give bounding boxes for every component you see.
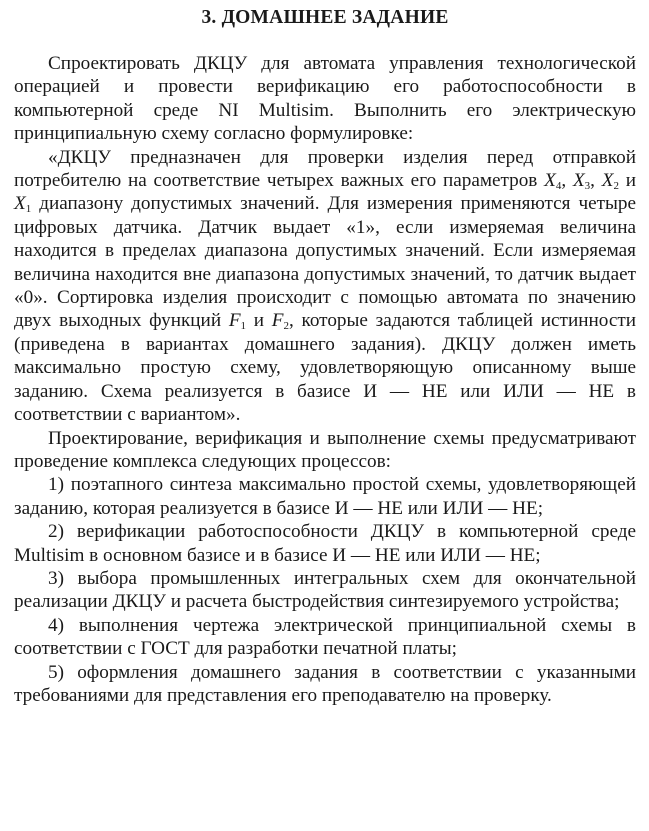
quote-text-part1: «ДКЦУ предназначен для проверки изделия перед отправкой потребителю на соответствие четырех важных его параметров xyxy=(14,146,636,192)
quote-paragraph xyxy=(14,146,636,427)
list-item-4: 4) выполнения чертежа электрической принципиальной схемы в соответствии с ГОСТ для разработки печатной платы; xyxy=(14,614,636,660)
list-item-3: 3) выбора промышленных интегральных схем для окончательной реализации ДКЦУ и расчета быстродействия синтезируемого устройства; xyxy=(14,567,636,613)
var-x3: X xyxy=(572,170,585,192)
conjunction: и xyxy=(618,170,637,192)
intro-paragraph: Спроектировать ДКЦУ для автомата управления технологической операцией и провести верификацию его работоспособности в компьютерной среде NI Multisim. Выполнить его электрическую принципиальную схему согласно формулировке: xyxy=(14,53,636,145)
design-intro-paragraph: Проектирование, верификация и выполнение схемы предусматривают проведение комплекса следующих процессов: xyxy=(14,427,636,472)
var-f2-index: 2 xyxy=(283,320,289,333)
section-heading: 3. ДОМАШНЕЕ ЗАДАНИЕ xyxy=(201,7,449,28)
var-f2: F xyxy=(271,310,284,332)
var-x1-index: 1 xyxy=(25,203,32,216)
var-x4: X xyxy=(544,170,556,192)
separator: , xyxy=(561,170,573,192)
separator: , xyxy=(590,170,602,192)
var-x2: X xyxy=(601,170,614,192)
var-x3-index: 3 xyxy=(584,180,591,193)
quote-text-part2: диапазону допустимых значений. Для измерения применяются четыре цифровых датчика. Датчик выдает «1», если измеряемая величина находится в пределах диапазона допустимых значений. Если измеряемая величина находится вне диапазона допустимых значений, то датчик выдает «0». Сортировка изделия происходит с помощью автомата по значению двух выходных функций xyxy=(14,193,636,332)
list-item-1: 1) поэтапного синтеза максимально простой схемы, удовлетворяющей заданию, которая реализуется в базисе И — НЕ или ИЛИ — НЕ; xyxy=(14,474,636,519)
conjunction: и xyxy=(246,310,272,332)
var-f1: F xyxy=(228,310,241,332)
var-f1-index: 1 xyxy=(240,320,247,333)
list-item-2: 2) верификации работоспособности ДКЦУ в компьютерной среде Multisim в основном базисе и в базисе И — НЕ или ИЛИ — НЕ; xyxy=(14,521,636,566)
quote-text-part3: , которые задаются таблицей истинности (приведена в вариантах домашнего задания). ДКЦУ должен иметь максимально простую схему, удовлетворяющую описанному выше заданию. Схема реализуется в базисе И — НЕ или ИЛИ — НЕ в соответствии с вариантом». xyxy=(14,310,636,426)
list-item-5: 5) оформления домашнего задания в соответствии с указанными требованиями для представления его преподавателю на проверку. xyxy=(14,661,636,706)
var-x4-index: 4 xyxy=(555,180,562,193)
var-x1: X xyxy=(14,193,26,215)
var-x2-index: 2 xyxy=(613,180,619,193)
